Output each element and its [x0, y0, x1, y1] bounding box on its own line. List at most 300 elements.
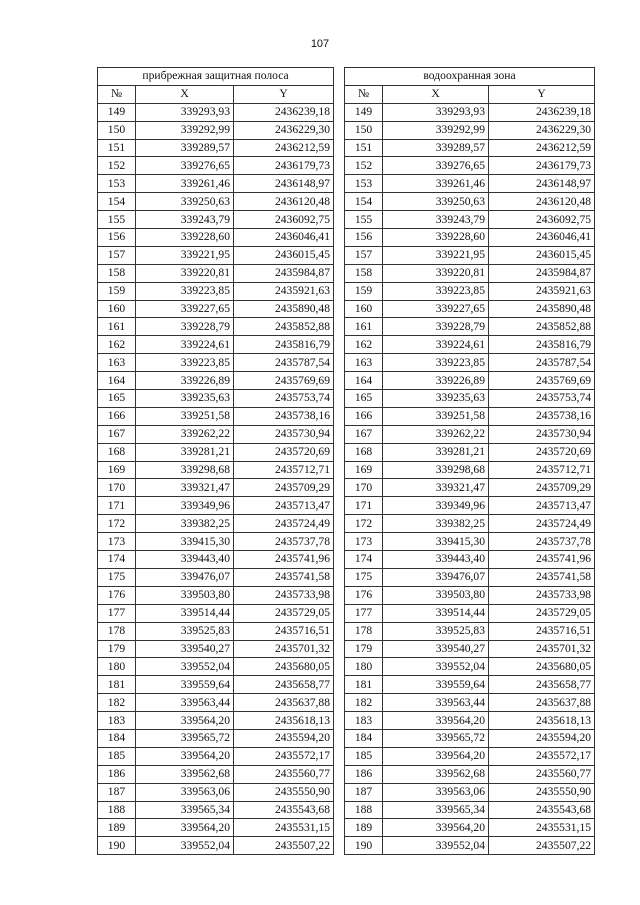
right-point-number: 170 — [345, 479, 383, 497]
left-x-value: 339224,61 — [136, 336, 234, 354]
left-y-value: 2436148,97 — [234, 175, 334, 193]
right-point-number: 168 — [345, 443, 383, 461]
left-y-value: 2435658,77 — [234, 676, 334, 694]
left-y-value: 2435741,96 — [234, 551, 334, 569]
table-gap — [334, 729, 345, 747]
left-x-value: 339251,58 — [136, 407, 234, 425]
table-gap — [334, 372, 345, 390]
right-y-value: 2435716,51 — [489, 622, 595, 640]
right-point-number: 182 — [345, 694, 383, 712]
right-col-num-header: № — [345, 85, 383, 103]
left-point-number: 178 — [98, 622, 136, 640]
left-y-value: 2435550,90 — [234, 783, 334, 801]
right-point-number: 187 — [345, 783, 383, 801]
table-row — [98, 658, 595, 676]
right-y-value: 2435560,77 — [489, 765, 595, 783]
table-gap — [334, 175, 345, 193]
right-x-value: 339349,96 — [383, 497, 489, 515]
left-y-value: 2435560,77 — [234, 765, 334, 783]
right-point-number: 151 — [345, 139, 383, 157]
table-row — [98, 765, 595, 783]
table-row — [98, 712, 595, 730]
right-y-value: 2435787,54 — [489, 354, 595, 372]
right-point-number: 159 — [345, 282, 383, 300]
left-x-value: 339235,63 — [136, 390, 234, 408]
right-y-value: 2435720,69 — [489, 443, 595, 461]
right-point-number: 180 — [345, 658, 383, 676]
left-y-value: 2435724,49 — [234, 515, 334, 533]
right-x-value: 339503,80 — [383, 586, 489, 604]
left-y-value: 2435701,32 — [234, 640, 334, 658]
left-x-value: 339221,95 — [136, 246, 234, 264]
left-point-number: 149 — [98, 103, 136, 121]
right-y-value: 2435741,96 — [489, 551, 595, 569]
table-row — [98, 175, 595, 193]
right-y-value: 2436120,48 — [489, 193, 595, 211]
table-gap — [334, 676, 345, 694]
left-x-value: 339276,65 — [136, 157, 234, 175]
right-point-number: 153 — [345, 175, 383, 193]
left-point-number: 180 — [98, 658, 136, 676]
table-gap — [334, 193, 345, 211]
left-y-value: 2436046,41 — [234, 229, 334, 247]
right-x-value: 339552,04 — [383, 658, 489, 676]
table-row — [98, 819, 595, 837]
left-x-value: 339514,44 — [136, 604, 234, 622]
right-x-value: 339563,06 — [383, 783, 489, 801]
right-point-number: 161 — [345, 318, 383, 336]
left-point-number: 150 — [98, 121, 136, 139]
right-x-value: 339251,58 — [383, 407, 489, 425]
left-y-value: 2435720,69 — [234, 443, 334, 461]
right-y-value: 2436148,97 — [489, 175, 595, 193]
right-x-value: 339298,68 — [383, 461, 489, 479]
left-point-number: 153 — [98, 175, 136, 193]
right-table-title: водоохранная зона — [345, 68, 595, 86]
left-x-value: 339298,68 — [136, 461, 234, 479]
left-x-value: 339565,34 — [136, 801, 234, 819]
left-x-value: 339563,06 — [136, 783, 234, 801]
left-x-value: 339563,44 — [136, 694, 234, 712]
right-y-value: 2435729,05 — [489, 604, 595, 622]
right-point-number: 177 — [345, 604, 383, 622]
table-gap — [334, 336, 345, 354]
right-point-number: 164 — [345, 372, 383, 390]
right-y-value: 2435618,13 — [489, 712, 595, 730]
left-point-number: 159 — [98, 282, 136, 300]
left-point-number: 169 — [98, 461, 136, 479]
right-y-value: 2435531,15 — [489, 819, 595, 837]
right-x-value: 339261,46 — [383, 175, 489, 193]
left-x-value: 339443,40 — [136, 551, 234, 569]
right-point-number: 162 — [345, 336, 383, 354]
right-point-number: 167 — [345, 425, 383, 443]
table-row — [98, 622, 595, 640]
table-row — [98, 318, 595, 336]
table-row — [98, 139, 595, 157]
left-point-number: 182 — [98, 694, 136, 712]
table-gap — [334, 604, 345, 622]
table-gap — [334, 300, 345, 318]
left-y-value: 2435753,74 — [234, 390, 334, 408]
right-point-number: 184 — [345, 729, 383, 747]
right-y-value: 2435709,29 — [489, 479, 595, 497]
right-y-value: 2436046,41 — [489, 229, 595, 247]
left-y-value: 2435729,05 — [234, 604, 334, 622]
right-x-value: 339559,64 — [383, 676, 489, 694]
table-gap — [334, 425, 345, 443]
left-x-value: 339525,83 — [136, 622, 234, 640]
right-x-value: 339476,07 — [383, 568, 489, 586]
left-point-number: 185 — [98, 747, 136, 765]
table-gap — [334, 407, 345, 425]
table-gap — [334, 85, 345, 103]
right-x-value: 339415,30 — [383, 533, 489, 551]
right-y-value: 2435921,63 — [489, 282, 595, 300]
table-gap — [334, 533, 345, 551]
left-point-number: 162 — [98, 336, 136, 354]
right-x-value: 339514,44 — [383, 604, 489, 622]
left-y-value: 2435984,87 — [234, 264, 334, 282]
right-x-value: 339276,65 — [383, 157, 489, 175]
left-x-value: 339321,47 — [136, 479, 234, 497]
table-gap — [334, 586, 345, 604]
left-x-value: 339562,68 — [136, 765, 234, 783]
right-x-value: 339235,63 — [383, 390, 489, 408]
right-point-number: 188 — [345, 801, 383, 819]
table-row — [98, 676, 595, 694]
left-point-number: 181 — [98, 676, 136, 694]
right-x-value: 339525,83 — [383, 622, 489, 640]
table-row — [98, 390, 595, 408]
table-row — [98, 533, 595, 551]
right-y-value: 2435712,71 — [489, 461, 595, 479]
left-y-value: 2436239,18 — [234, 103, 334, 121]
right-y-value: 2435724,49 — [489, 515, 595, 533]
right-x-value: 339443,40 — [383, 551, 489, 569]
left-point-number: 168 — [98, 443, 136, 461]
table-gap — [334, 497, 345, 515]
right-x-value: 339540,27 — [383, 640, 489, 658]
right-x-value: 339292,99 — [383, 121, 489, 139]
left-col-num-header: № — [98, 85, 136, 103]
left-x-value: 339261,46 — [136, 175, 234, 193]
left-point-number: 184 — [98, 729, 136, 747]
right-y-value: 2435713,47 — [489, 497, 595, 515]
table-gap — [334, 68, 345, 86]
right-point-number: 173 — [345, 533, 383, 551]
table-row — [98, 407, 595, 425]
table-gap — [334, 354, 345, 372]
right-col-y-header: Y — [489, 85, 595, 103]
right-y-value: 2435701,32 — [489, 640, 595, 658]
left-x-value: 339559,64 — [136, 676, 234, 694]
left-point-number: 172 — [98, 515, 136, 533]
left-x-value: 339415,30 — [136, 533, 234, 551]
table-header-row — [98, 85, 595, 103]
table-gap — [334, 568, 345, 586]
table-gap — [334, 801, 345, 819]
left-y-value: 2435713,47 — [234, 497, 334, 515]
right-x-value: 339565,72 — [383, 729, 489, 747]
left-point-number: 177 — [98, 604, 136, 622]
right-point-number: 183 — [345, 712, 383, 730]
left-point-number: 174 — [98, 551, 136, 569]
right-y-value: 2435816,79 — [489, 336, 595, 354]
table-row — [98, 246, 595, 264]
table-gap — [334, 229, 345, 247]
right-point-number: 156 — [345, 229, 383, 247]
right-x-value: 339564,20 — [383, 747, 489, 765]
left-point-number: 179 — [98, 640, 136, 658]
left-x-value: 339476,07 — [136, 568, 234, 586]
left-x-value: 339292,99 — [136, 121, 234, 139]
left-x-value: 339349,96 — [136, 497, 234, 515]
left-y-value: 2435543,68 — [234, 801, 334, 819]
left-point-number: 175 — [98, 568, 136, 586]
left-col-y-header: Y — [234, 85, 334, 103]
right-y-value: 2435658,77 — [489, 676, 595, 694]
right-x-value: 339250,63 — [383, 193, 489, 211]
left-y-value: 2435738,16 — [234, 407, 334, 425]
right-y-value: 2435753,74 — [489, 390, 595, 408]
table-row — [98, 211, 595, 229]
left-x-value: 339226,89 — [136, 372, 234, 390]
left-point-number: 183 — [98, 712, 136, 730]
table-title-row — [98, 68, 595, 86]
right-x-value: 339228,79 — [383, 318, 489, 336]
left-y-value: 2435737,78 — [234, 533, 334, 551]
right-point-number: 165 — [345, 390, 383, 408]
left-y-value: 2435712,71 — [234, 461, 334, 479]
left-point-number: 156 — [98, 229, 136, 247]
right-point-number: 189 — [345, 819, 383, 837]
left-x-value: 339281,21 — [136, 443, 234, 461]
right-y-value: 2435572,17 — [489, 747, 595, 765]
table-gap — [334, 264, 345, 282]
right-y-value: 2436092,75 — [489, 211, 595, 229]
table-row — [98, 479, 595, 497]
table-gap — [334, 640, 345, 658]
right-y-value: 2435594,20 — [489, 729, 595, 747]
left-x-value: 339223,85 — [136, 354, 234, 372]
table-row — [98, 586, 595, 604]
left-x-value: 339552,04 — [136, 658, 234, 676]
right-x-value: 339565,34 — [383, 801, 489, 819]
table-row — [98, 354, 595, 372]
right-x-value: 339243,79 — [383, 211, 489, 229]
table-gap — [334, 121, 345, 139]
right-point-number: 158 — [345, 264, 383, 282]
left-y-value: 2435507,22 — [234, 837, 334, 855]
table-row — [98, 372, 595, 390]
left-y-value: 2435594,20 — [234, 729, 334, 747]
table-gap — [334, 658, 345, 676]
table-gap — [334, 157, 345, 175]
left-y-value: 2435618,13 — [234, 712, 334, 730]
right-point-number: 154 — [345, 193, 383, 211]
right-x-value: 339281,21 — [383, 443, 489, 461]
left-y-value: 2435680,05 — [234, 658, 334, 676]
left-y-value: 2435769,69 — [234, 372, 334, 390]
right-y-value: 2435984,87 — [489, 264, 595, 282]
table-row — [98, 694, 595, 712]
table-row — [98, 425, 595, 443]
table-row — [98, 264, 595, 282]
right-point-number: 185 — [345, 747, 383, 765]
right-point-number: 169 — [345, 461, 383, 479]
right-y-value: 2435550,90 — [489, 783, 595, 801]
left-x-value: 339564,20 — [136, 747, 234, 765]
coordinates-table — [97, 67, 595, 855]
table-row — [98, 801, 595, 819]
left-y-value: 2435741,58 — [234, 568, 334, 586]
left-x-value: 339228,79 — [136, 318, 234, 336]
right-point-number: 152 — [345, 157, 383, 175]
right-x-value: 339382,25 — [383, 515, 489, 533]
left-x-value: 339250,63 — [136, 193, 234, 211]
left-point-number: 167 — [98, 425, 136, 443]
right-x-value: 339224,61 — [383, 336, 489, 354]
left-x-value: 339564,20 — [136, 712, 234, 730]
right-point-number: 155 — [345, 211, 383, 229]
table-row — [98, 604, 595, 622]
right-x-value: 339220,81 — [383, 264, 489, 282]
left-point-number: 190 — [98, 837, 136, 855]
right-y-value: 2436179,73 — [489, 157, 595, 175]
left-y-value: 2436229,30 — [234, 121, 334, 139]
table-gap — [334, 479, 345, 497]
right-x-value: 339563,44 — [383, 694, 489, 712]
right-y-value: 2436212,59 — [489, 139, 595, 157]
left-y-value: 2435572,17 — [234, 747, 334, 765]
right-point-number: 163 — [345, 354, 383, 372]
table-row — [98, 193, 595, 211]
table-row — [98, 729, 595, 747]
right-y-value: 2435738,16 — [489, 407, 595, 425]
table-gap — [334, 103, 345, 121]
left-y-value: 2435637,88 — [234, 694, 334, 712]
left-x-value: 339262,22 — [136, 425, 234, 443]
right-point-number: 150 — [345, 121, 383, 139]
left-y-value: 2435816,79 — [234, 336, 334, 354]
right-point-number: 181 — [345, 676, 383, 694]
left-y-value: 2435787,54 — [234, 354, 334, 372]
right-x-value: 339227,65 — [383, 300, 489, 318]
left-point-number: 173 — [98, 533, 136, 551]
left-table-title: прибрежная защитная полоса — [98, 68, 334, 86]
table-row — [98, 103, 595, 121]
table-gap — [334, 139, 345, 157]
left-x-value: 339227,65 — [136, 300, 234, 318]
left-y-value: 2436092,75 — [234, 211, 334, 229]
right-x-value: 339321,47 — [383, 479, 489, 497]
right-point-number: 190 — [345, 837, 383, 855]
left-point-number: 186 — [98, 765, 136, 783]
left-x-value: 339565,72 — [136, 729, 234, 747]
table-gap — [334, 819, 345, 837]
table-gap — [334, 765, 345, 783]
left-y-value: 2436120,48 — [234, 193, 334, 211]
table-gap — [334, 282, 345, 300]
right-point-number: 179 — [345, 640, 383, 658]
right-y-value: 2435890,48 — [489, 300, 595, 318]
right-y-value: 2435730,94 — [489, 425, 595, 443]
left-y-value: 2435890,48 — [234, 300, 334, 318]
table-gap — [334, 783, 345, 801]
left-y-value: 2435709,29 — [234, 479, 334, 497]
right-y-value: 2436015,45 — [489, 246, 595, 264]
table-gap — [334, 443, 345, 461]
left-x-value: 339228,60 — [136, 229, 234, 247]
right-point-number: 160 — [345, 300, 383, 318]
left-point-number: 164 — [98, 372, 136, 390]
left-point-number: 163 — [98, 354, 136, 372]
table-gap — [334, 694, 345, 712]
right-x-value: 339226,89 — [383, 372, 489, 390]
right-x-value: 339289,57 — [383, 139, 489, 157]
right-point-number: 174 — [345, 551, 383, 569]
right-x-value: 339293,93 — [383, 103, 489, 121]
left-point-number: 188 — [98, 801, 136, 819]
left-point-number: 154 — [98, 193, 136, 211]
right-y-value: 2436239,18 — [489, 103, 595, 121]
table-gap — [334, 461, 345, 479]
left-x-value: 339243,79 — [136, 211, 234, 229]
right-x-value: 339552,04 — [383, 837, 489, 855]
right-point-number: 171 — [345, 497, 383, 515]
left-point-number: 171 — [98, 497, 136, 515]
left-y-value: 2435716,51 — [234, 622, 334, 640]
right-point-number: 176 — [345, 586, 383, 604]
table-row — [98, 300, 595, 318]
table-gap — [334, 551, 345, 569]
left-point-number: 160 — [98, 300, 136, 318]
table-row — [98, 461, 595, 479]
right-point-number: 157 — [345, 246, 383, 264]
left-point-number: 165 — [98, 390, 136, 408]
left-y-value: 2435733,98 — [234, 586, 334, 604]
table-gap — [334, 515, 345, 533]
right-y-value: 2436229,30 — [489, 121, 595, 139]
right-point-number: 166 — [345, 407, 383, 425]
page-number: 107 — [310, 38, 330, 50]
table-row — [98, 121, 595, 139]
left-x-value: 339220,81 — [136, 264, 234, 282]
table-gap — [334, 211, 345, 229]
table-row — [98, 568, 595, 586]
right-point-number: 178 — [345, 622, 383, 640]
right-point-number: 186 — [345, 765, 383, 783]
table-row — [98, 229, 595, 247]
right-y-value: 2435852,88 — [489, 318, 595, 336]
left-x-value: 339503,80 — [136, 586, 234, 604]
table-row — [98, 336, 595, 354]
left-y-value: 2435730,94 — [234, 425, 334, 443]
left-y-value: 2435921,63 — [234, 282, 334, 300]
right-y-value: 2435737,78 — [489, 533, 595, 551]
table-row — [98, 783, 595, 801]
left-x-value: 339289,57 — [136, 139, 234, 157]
right-y-value: 2435543,68 — [489, 801, 595, 819]
table-row — [98, 747, 595, 765]
right-y-value: 2435680,05 — [489, 658, 595, 676]
left-point-number: 166 — [98, 407, 136, 425]
left-y-value: 2436179,73 — [234, 157, 334, 175]
right-x-value: 339564,20 — [383, 819, 489, 837]
table-gap — [334, 390, 345, 408]
left-point-number: 189 — [98, 819, 136, 837]
